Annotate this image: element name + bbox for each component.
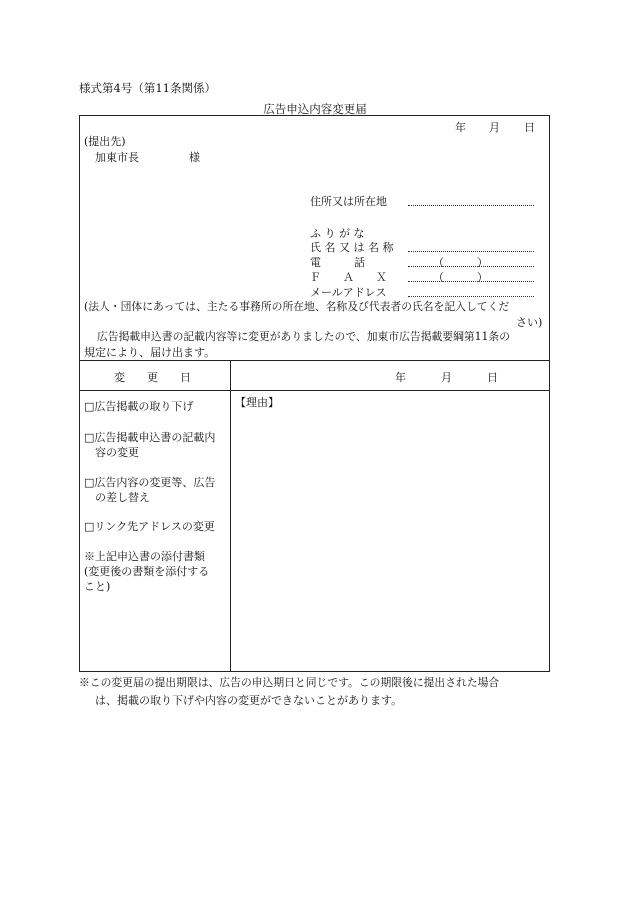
fax-label: Ｆ Ａ Ｘ: [310, 271, 387, 284]
change-date-day: 日: [487, 371, 498, 384]
document-title: 広告申込内容変更届: [263, 102, 367, 116]
date-day-label: 日: [524, 121, 535, 134]
section-divider: [79, 360, 550, 361]
reason-label: 【理由】: [235, 396, 279, 409]
corporation-note-continued: さい): [516, 316, 543, 329]
name-line[interactable]: [408, 251, 534, 252]
attachment-note-continued: (変更後の書類を添付する: [84, 565, 210, 578]
fax-area-brackets: （ ）: [433, 271, 488, 284]
form-number: 様式第4号（第11条関係）: [79, 81, 216, 95]
option-replace-ad[interactable]: □広告内容の変更等、広告: [84, 476, 216, 489]
phone-area-brackets: （ ）: [433, 256, 488, 269]
corporation-note: (法人・団体にあっては、主たる事務所の所在地、名称及び代表者の氏名を記入してくだ: [84, 300, 510, 313]
attachment-note-end: こと): [84, 580, 111, 593]
phone-line[interactable]: [408, 266, 534, 267]
furigana-label: ふ り が な: [310, 227, 365, 240]
declaration-statement: 広告掲載申込書の記載内容等に変更がありましたので、加東市広告掲載要綱第11条の: [97, 330, 511, 343]
option-withdraw[interactable]: □広告掲載の取り下げ: [84, 400, 194, 413]
option-application-change-continued: 容の変更: [95, 446, 139, 459]
date-year-label: 年: [455, 121, 466, 134]
phone-label: 電 話: [310, 256, 365, 269]
declaration-statement-continued: 規定により、届け出ます。: [84, 346, 216, 359]
footer-note-continued: は、掲載の取り下げや内容の変更ができないことがあります。: [95, 694, 403, 707]
address-line[interactable]: [408, 205, 534, 206]
email-label: メールアドレス: [310, 286, 387, 299]
option-link-change[interactable]: □リンク先アドレスの変更: [84, 520, 215, 533]
email-line[interactable]: [408, 296, 534, 297]
change-date-month: 月: [441, 371, 452, 384]
change-date-year: 年: [395, 371, 406, 384]
address-label: 住所又は所在地: [310, 195, 387, 208]
date-month-label: 月: [489, 121, 500, 134]
option-replace-ad-continued: の差し替え: [95, 491, 150, 504]
change-date-label: 変 更 日: [114, 371, 191, 384]
change-date-divider: [79, 390, 550, 391]
footer-note: ※この変更届の提出期限は、広告の申込期日と同じです。この期限後に提出された場合: [79, 676, 500, 689]
reason-field[interactable]: [232, 410, 547, 668]
fax-line[interactable]: [408, 281, 534, 282]
option-application-change[interactable]: □広告掲載申込書の記載内: [84, 431, 216, 444]
honorific: 様: [189, 151, 200, 164]
submit-to-label: (提出先): [84, 135, 126, 148]
attachment-note: ※上記申込書の添付書類: [84, 550, 205, 563]
name-label: 氏 名 又 は 名 称: [310, 241, 394, 254]
column-divider: [230, 360, 231, 672]
addressee: 加東市長: [95, 151, 139, 164]
